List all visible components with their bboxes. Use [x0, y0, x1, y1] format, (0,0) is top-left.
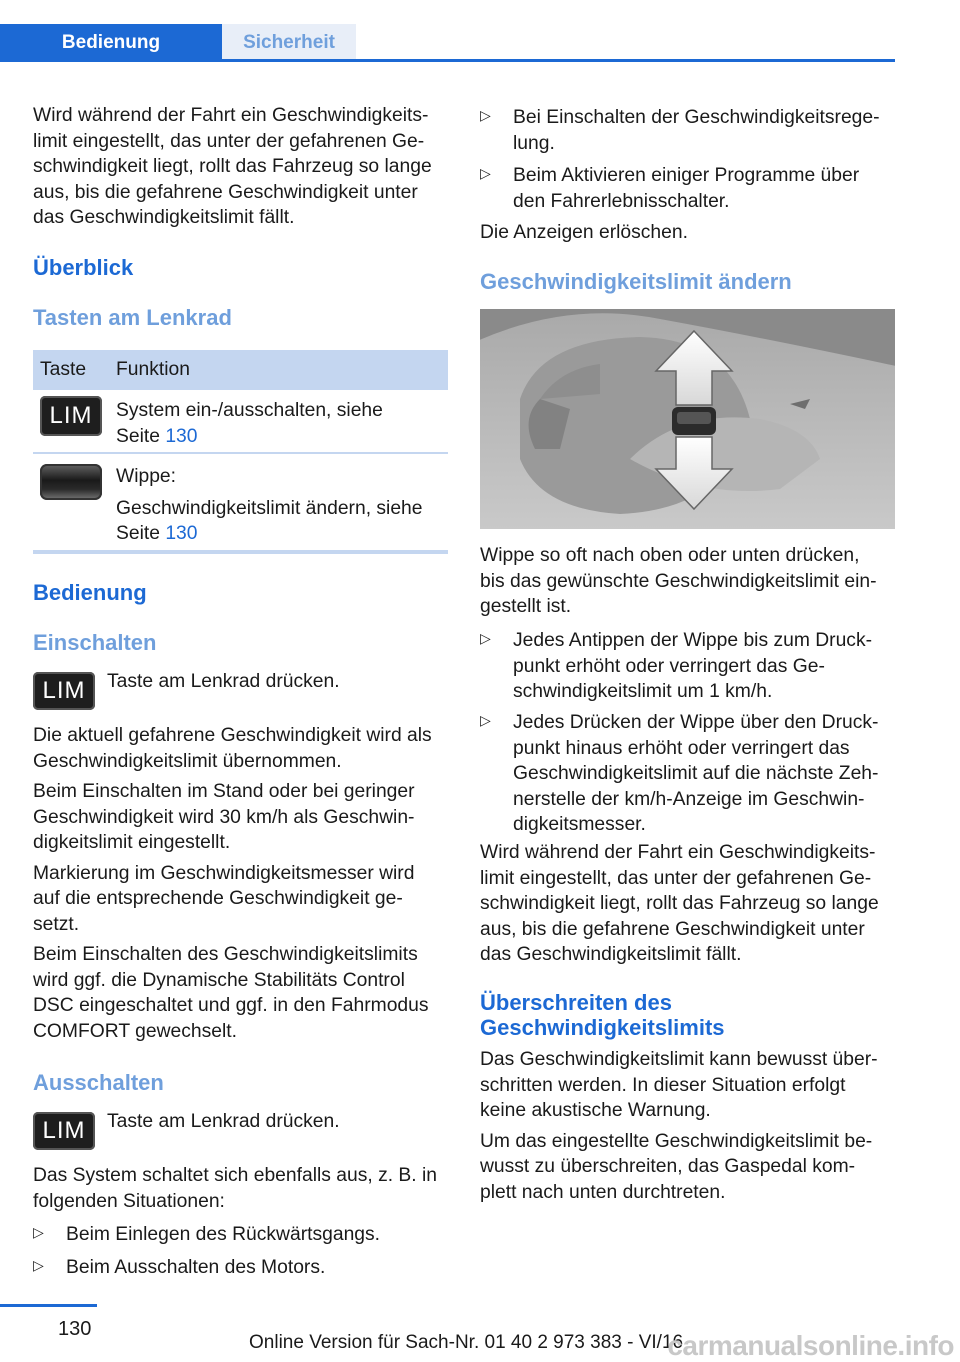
- text-line: aus, bis die gefahrene Geschwindigkeit unter: [33, 181, 418, 203]
- press-instruction: Taste am Lenkrad drücken.: [107, 671, 340, 692]
- list-item: [480, 163, 895, 214]
- heading-change-limit: Geschwindigkeitslimit ändern: [480, 269, 792, 294]
- text-line: COMFORT gewechselt.: [33, 1020, 237, 1042]
- text: Seite: [116, 523, 166, 544]
- tab-sicherheit[interactable]: Sicherheit: [222, 24, 356, 59]
- text-line: Beim Einschalten des Geschwindigkeitslimits: [33, 944, 418, 965]
- text-line: Um das eingestellte Geschwindigkeitslimit be-: [480, 1130, 873, 1152]
- text-line: [116, 424, 383, 450]
- page-link[interactable]: 130: [165, 523, 198, 544]
- text-line: Beim Aktivieren einiger Programme über: [513, 165, 860, 186]
- switch-off-text: [33, 1163, 448, 1214]
- press-instruction: Taste am Lenkrad drücken.: [107, 1111, 340, 1132]
- table-row: [33, 390, 448, 454]
- exceed-text: [480, 1047, 895, 1205]
- text-line: DSC eingeschaltet und ggf. in den Fahrmodus: [33, 995, 429, 1016]
- text-line: limit eingestellt, das unter der gefahrenen Ge-: [480, 867, 872, 889]
- text-line: keine akustische Warnung.: [480, 1100, 711, 1121]
- text-line: System ein-/ausschalten, siehe: [116, 400, 383, 421]
- steering-wheel-illustration: [480, 309, 895, 529]
- heading-operation: Bedienung: [33, 580, 147, 605]
- text-line: wird ggf. die Dynamische Stabilitäts Control: [33, 969, 405, 991]
- text-line: setzt.: [33, 913, 80, 935]
- text-line: folgenden Situationen:: [33, 1190, 225, 1212]
- heading-overview: Überblick: [33, 255, 134, 280]
- intro-paragraph: [33, 103, 448, 231]
- text-line: [116, 521, 423, 547]
- text-line: schwindigkeit liegt, rollt das Fahrzeug so lange: [480, 893, 879, 914]
- keys-table: [33, 350, 448, 554]
- text-line: schwindigkeit liegt, rollt das Fahrzeug so lange: [33, 156, 432, 177]
- text-line: Das Geschwindigkeitslimit kann bewusst über-: [480, 1049, 878, 1070]
- header-tabs: [0, 24, 895, 62]
- heading-line: Überschreiten des: [480, 990, 672, 1015]
- text-line: gestellt ist.: [480, 596, 572, 617]
- text-line: Bei Einschalten der Geschwindigkeitsrege-: [513, 107, 880, 128]
- triangle-bullet-icon: ▷: [480, 712, 491, 728]
- text-line: Beim Ausschalten des Motors.: [66, 1257, 326, 1278]
- text-line: Geschwindigkeitslimit übernommen.: [33, 750, 342, 772]
- lim-button-icon: LIM: [40, 396, 102, 436]
- text-line: Wird während der Fahrt ein Geschwindigkeits-: [33, 105, 429, 126]
- text-line: plett nach unten durchtreten.: [480, 1181, 726, 1203]
- header-rule: [0, 59, 895, 62]
- text-line: auf die entsprechende Geschwindigkeit ge-: [33, 888, 403, 909]
- watermark: carmanualsonline.info: [667, 1330, 954, 1361]
- text-line: Wird während der Fahrt ein Geschwindigkeits-: [480, 842, 876, 863]
- footer-rule: [0, 1304, 97, 1307]
- text-line: Geschwindigkeitslimit auf die nächste Zeh-: [513, 763, 879, 784]
- text-line: schritten werden. In dieser Situation erfolgt: [480, 1074, 846, 1096]
- row-function: [116, 464, 423, 547]
- tab-bedienung[interactable]: Bedienung: [0, 24, 222, 59]
- text-line: Wippe:: [116, 466, 177, 487]
- text-line: das Geschwindigkeitslimit fällt.: [480, 944, 742, 965]
- switch-on-text: [33, 723, 448, 1044]
- rocker-switch-icon: [40, 464, 102, 500]
- triangle-bullet-icon: ▷: [480, 107, 491, 123]
- steering-wheel-rocker-image: [480, 309, 895, 529]
- text-line: das Geschwindigkeitslimit fällt.: [33, 207, 295, 228]
- list-item: [480, 710, 895, 838]
- text-line: Das System schaltet sich ebenfalls aus, z. B. in: [33, 1165, 438, 1186]
- displays-off-text: Die Anzeigen erlöschen.: [480, 222, 688, 243]
- change-limit-text: [480, 543, 895, 620]
- heading-switch-off: Ausschalten: [33, 1070, 164, 1095]
- text-line: digkeitsmesser.: [513, 814, 646, 835]
- roll-paragraph: [480, 840, 895, 968]
- text-line: lung.: [513, 132, 555, 154]
- heading-line: Geschwindigkeitslimits: [480, 1015, 725, 1040]
- heading-switch-on: Einschalten: [33, 630, 157, 655]
- text-line: bis das gewünschte Geschwindigkeitslimit ein-: [480, 570, 877, 592]
- triangle-bullet-icon: ▷: [480, 630, 491, 646]
- list-item: [33, 1255, 448, 1281]
- col-header-function: Funktion: [116, 359, 190, 380]
- text-line: aus, bis die gefahrene Geschwindigkeit unter: [480, 918, 865, 940]
- list-item: [480, 105, 895, 156]
- text-line: limit eingestellt, das unter der gefahrenen Ge-: [33, 130, 425, 152]
- text-line: punkt hinaus erhöht oder verringert das: [513, 737, 850, 759]
- text-line: den Fahrerlebnisschalter.: [513, 190, 730, 212]
- text-line: Wippe so oft nach oben oder unten drücken,: [480, 545, 860, 566]
- table-row: [33, 454, 448, 554]
- text-line: digkeitslimit eingestellt.: [33, 832, 231, 853]
- list-item: [480, 628, 895, 705]
- lim-button-icon: LIM: [33, 672, 95, 710]
- heading-exceed-limit: [480, 990, 725, 1040]
- text: Seite: [116, 425, 166, 447]
- page-link[interactable]: 130: [165, 425, 198, 447]
- text-line: schwindigkeitslimit um 1 km/h.: [513, 681, 773, 702]
- triangle-bullet-icon: ▷: [480, 165, 491, 181]
- row-function: [116, 398, 383, 449]
- text-line: wusst zu überschreiten, das Gaspedal kom-: [480, 1156, 856, 1177]
- list-item: [33, 1222, 448, 1248]
- heading-keys: Tasten am Lenkrad: [33, 305, 232, 330]
- triangle-bullet-icon: ▷: [33, 1257, 44, 1273]
- text-line: Markierung im Geschwindigkeitsmesser wird: [33, 862, 415, 884]
- text-line: Die aktuell gefahrene Geschwindigkeit wird als: [33, 725, 432, 746]
- col-header-key: Taste: [40, 359, 87, 380]
- online-version-note: Online Version für Sach-Nr. 01 40 2 973 383 - VI/16: [249, 1332, 684, 1353]
- text-line: punkt erhöht oder verringert das Ge-: [513, 655, 825, 677]
- text-line: Jedes Antippen der Wippe bis zum Druck-: [513, 630, 873, 651]
- text-line: Beim Einschalten im Stand oder bei geringer: [33, 781, 415, 802]
- triangle-bullet-icon: ▷: [33, 1224, 44, 1240]
- text-line: Beim Einlegen des Rückwärtsgangs.: [66, 1224, 381, 1245]
- table-header: [33, 350, 448, 390]
- text-line: Geschwindigkeit wird 30 km/h als Geschwin-: [33, 806, 415, 828]
- page-number: 130: [58, 1318, 92, 1340]
- lim-button-icon: LIM: [33, 1112, 95, 1150]
- text-line: nerstelle der km/h-Anzeige im Geschwin-: [513, 788, 865, 810]
- text-line: Geschwindigkeitslimit ändern, siehe: [116, 497, 423, 519]
- text-line: Jedes Drücken der Wippe über den Druck-: [513, 712, 879, 733]
